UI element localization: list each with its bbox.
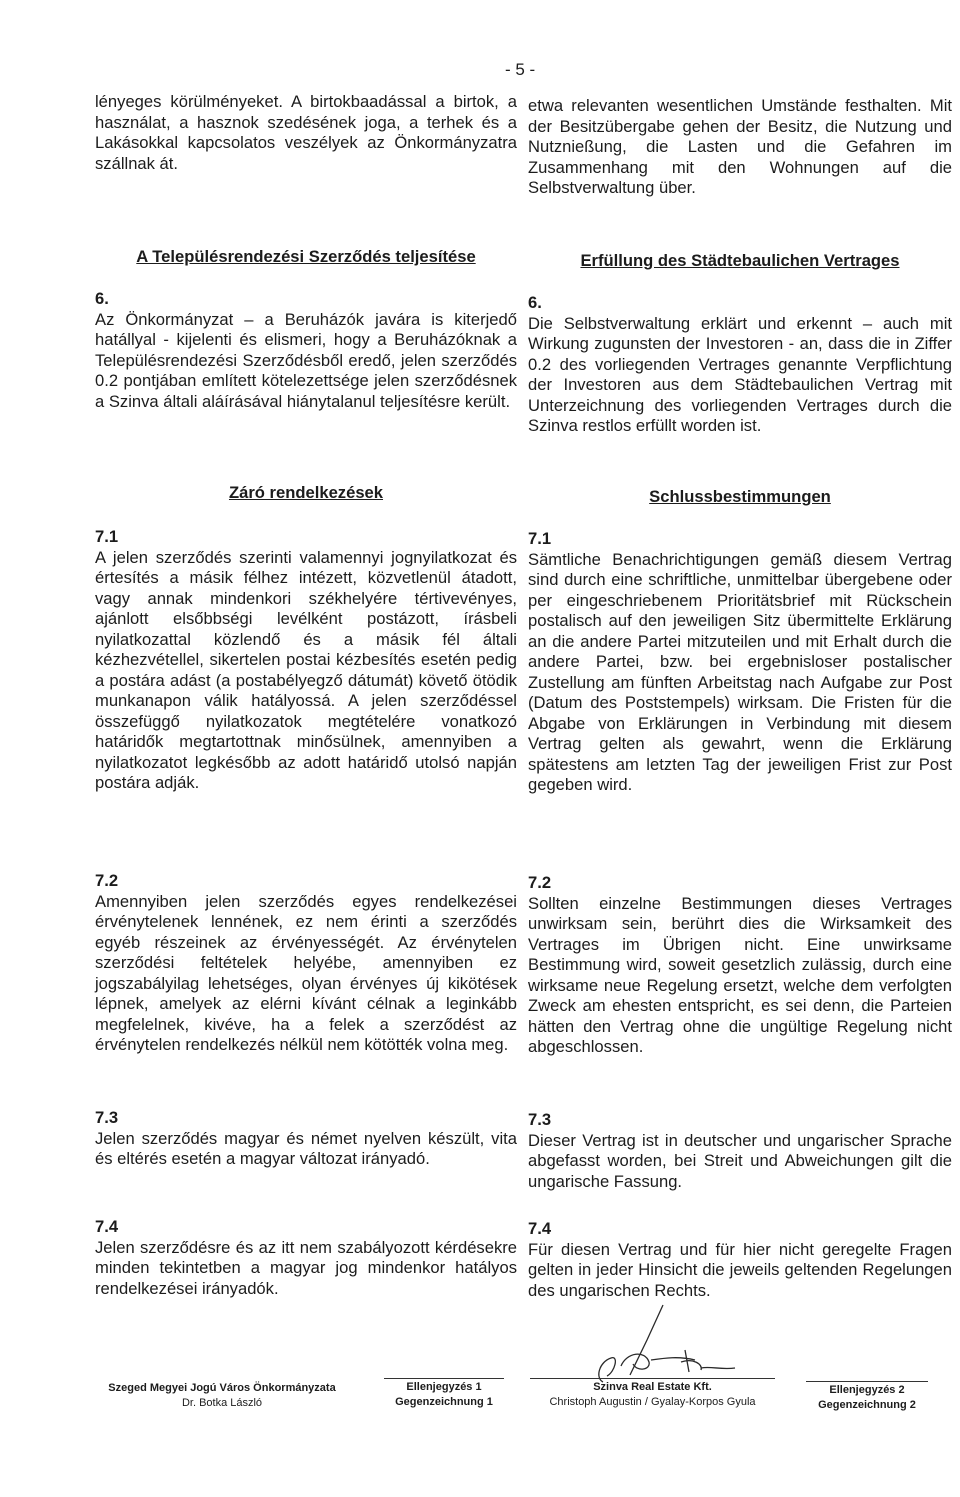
signature-subtitle: Gegenzeichnung 1 [395, 1396, 493, 1408]
de-intro-block [528, 96, 952, 199]
de-intro: etwa relevanten wesentlichen Umstände festhalten. Mit der Besitzübergabe gehen der Besitz, die Nutzung und Nutznießung, die Lasten und die Gefahren im Zusammenhang mit den Wohnungen auf die Selbstverwaltung über. [528, 96, 952, 197]
hu-clause-number: 7.1 [95, 527, 119, 546]
hu-clause-7-3 [95, 1108, 517, 1170]
hu-clause-text: Jelen szerződés magyar és német nyelven készült, vita és eltérés esetén a magyar változat irányadó. [95, 1128, 517, 1168]
page-number: - 5 - [505, 60, 536, 79]
signature-block-countersign-1 [384, 1378, 504, 1410]
de-clause-number: 6. [528, 293, 542, 312]
de-clause-text: Die Selbstverwaltung erklärt und erkennt – auch mit Wirkung zugunsten der Investoren - an, dass die in Ziffer 0.2 des vorliegenden Vertrages genannte Verpflichtung der Investoren aus dem Städtebaulichen Vertrag mit Unterzeichnung des vorliegenden Vertrages durch die Szinva restlos erfüllt worden ist. [528, 313, 952, 435]
hu-clause-number: 7.3 [95, 1108, 119, 1127]
hu-clause-text: A jelen szerződés szerinti valamennyi jognyilatkozat és értesítés a másik félhez intézett, közvetlenül átadott, vagy annak mindenkori székhelyére tértivevényes, ajánlott elsőbbségi levélként postázott, írásbeli nyilatkozattal közlendő és a másik fél általi kézhezvétellel, sikertelen postai kézbesítés esetén pedig a postára adást (a postabélyegző dátumát) követő ötödik munkanapon válik hatályossá. A jelen szerződéssel összefüggő nyilatkozatok megtételére vonatkozó határidők megtartottnak minősülnek, amennyiben a nyilatkozatot legkésőbb az adott határidő utolsó napján postára adják. [95, 547, 517, 792]
de-clause-7-4 [528, 1219, 952, 1301]
signature-block-szinva [530, 1378, 775, 1410]
signature-name: Ellenjegyzés 2 [829, 1384, 905, 1396]
hu-clause-text: Az Önkormányzat – a Beruházók javára is kiterjedő hatállyal - kijelenti és elismeri, hogy a Beruházóknak a Településrendezési Szerződésből eredő, jelen szerződés 0.2 pontjában említett kötelezettsége jelen szerződésnek a Szinva általi aláírásával hiánytalanul teljesítésre került. [95, 309, 517, 411]
de-section-title-fulfilment: Erfüllung des Städtebaulichen Vertrages [580, 251, 900, 270]
de-clause-7-1 [528, 529, 952, 796]
hu-section-title-fulfilment: A Településrendezési Szerződés teljesítése [136, 247, 476, 266]
de-clause-text: Dieser Vertrag ist in deutscher und ungarischer Sprache abgefasst worden, bei Streit und Abweichungen gilt die ungarische Fassung. [528, 1130, 952, 1191]
de-section-title-closing: Schlussbestimmungen [649, 487, 831, 506]
hu-clause-number: 6. [95, 289, 109, 308]
hu-clause-6 [95, 289, 517, 412]
signature-subtitle: Gegenzeichnung 2 [818, 1399, 916, 1411]
hu-intro: lényeges körülményeket. A birtokbaadással a birtok, a használat, a hasznok szedésének joga, a terhek és a Lakásokkal kapcsolatos veszélyek az Önkormányzatra szállnak át. [95, 92, 517, 173]
de-clause-text: Sämtliche Benachrichtigungen gemäß diesem Vertrag sind durch eine schriftliche, unmittelbar übergebene oder per eingeschriebenem Prioritätsbrief mit Rückschein postalisch auf den jeweiligen Sitz übermittelte Erklärung an die andere Partei mitzuteilen und mit Erhalt durch die andere Partei, bzw. bei ergebnisloser postalischer Zustellung am fünften Arbeitstag nach Aufgabe zur Post (Datum des Poststempels) wirksam. Die Fristen für die Abgabe von Erklärungen in Verbindung mit diesem Vertrag gelten als gewahrt, wenn die Erklärung spätestens am letzten Tag der jeweiligen Frist zur Post gegeben wird. [528, 549, 952, 794]
signature-line [384, 1378, 504, 1379]
hu-clause-text: Jelen szerződésre és az itt nem szabályozott kérdésekre minden tekintetben a magyar jog mindenkor hatályos rendelkezései irányadók. [95, 1237, 517, 1298]
signature-name: Szinva Real Estate Kft. [593, 1381, 712, 1393]
signature-block-countersign-2 [806, 1381, 928, 1413]
de-clause-number: 7.1 [528, 529, 552, 548]
hu-clause-7-1 [95, 527, 517, 794]
signature-line [806, 1381, 928, 1382]
de-clause-6 [528, 293, 952, 437]
de-clause-number: 7.2 [528, 873, 552, 892]
signature-block-municipality [88, 1381, 356, 1411]
hu-clause-7-2 [95, 871, 517, 1056]
de-clause-7-3 [528, 1110, 952, 1192]
signature-subtitle: Dr. Botka László [181, 1397, 263, 1409]
hu-intro-block [95, 92, 517, 174]
hu-clause-number: 7.4 [95, 1217, 119, 1236]
signature-subtitle: Christoph Augustin / Gyalay-Korpos Gyula [549, 1396, 756, 1408]
de-clause-number: 7.4 [528, 1219, 552, 1238]
de-clause-number: 7.3 [528, 1110, 552, 1129]
hu-clause-text: Amennyiben jelen szerződés egyes rendelkezései érvénytelenek lennének, ez nem érinti a szerződés egyéb részeinek az érvényességét. Az érvénytelen szerződési feltételek helyébe, amennyiben ez jogszabályilag lehetséges, olyan érvényes új kikötések lépnek, amelyek az elérni kívánt célnak a leginkább megfelelnek, kivéve, ha a felek a szerződést az érvénytelen rendelkezés nélkül nem kötötték volna meg. [95, 891, 517, 1054]
hu-clause-7-4 [95, 1217, 517, 1299]
signature-name: Ellenjegyzés 1 [406, 1381, 482, 1393]
hu-section-title-closing: Záró rendelkezések [228, 483, 384, 502]
handwritten-signature [585, 1300, 765, 1390]
signature-name: Szeged Megyei Jogú Város Önkormányzata [108, 1382, 336, 1394]
hu-clause-number: 7.2 [95, 871, 119, 890]
signature-line [530, 1378, 775, 1379]
de-clause-text: Sollten einzelne Bestimmungen dieses Vertrages unwirksam sein, berührt dies die Wirksamkeit des Vertrages im Übrigen nicht. Eine unwirksame Bestimmung wird, soweit gesetzlich zulässig, durch eine wirksame neue Regelung ersetzt, welche dem verfolgten Zweck am ehesten entspricht, es sei denn, die Parteien hätten den Vertrag ohne die ungültige Regelung nicht abgeschlossen. [528, 893, 952, 1056]
de-clause-text: Für diesen Vertrag und für hier nicht geregelte Fragen gelten in jeder Hinsicht die jeweils geltenden Regelungen des ungarischen Rechts. [528, 1239, 952, 1300]
de-clause-7-2 [528, 873, 952, 1058]
